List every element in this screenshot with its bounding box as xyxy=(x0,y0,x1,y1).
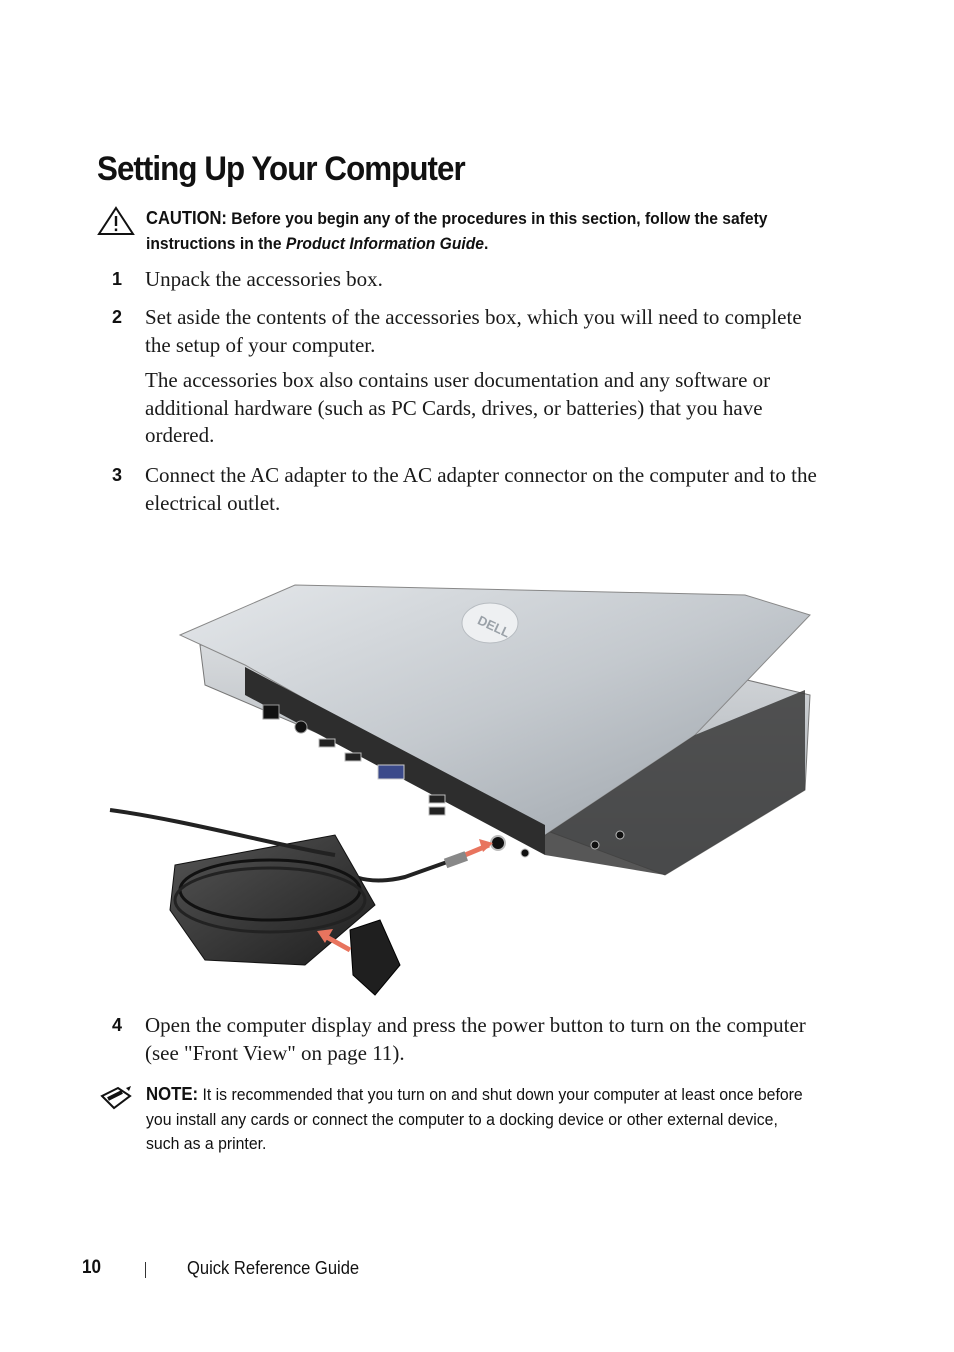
wall-cable xyxy=(110,810,335,855)
footer-title: Quick Reference Guide xyxy=(187,1258,360,1278)
dell-logo-text: DELL xyxy=(475,612,513,641)
audio-port xyxy=(616,831,624,839)
page-title: Setting Up Your Computer xyxy=(97,150,465,188)
ac-adapter-connector xyxy=(491,836,505,850)
warning-triangle-icon xyxy=(97,206,135,236)
step-number: 4 xyxy=(112,1015,123,1035)
step-text: Open the computer display and press the power button to turn on the computer (see "Front View" on page 11). xyxy=(145,1013,806,1065)
caution-emphasis: Product Information Guide xyxy=(285,234,485,253)
note-label: NOTE: xyxy=(146,1084,199,1104)
caution-text xyxy=(146,206,827,256)
usb-port xyxy=(319,739,335,747)
usb-port xyxy=(345,753,361,761)
step-number: 3 xyxy=(112,465,123,485)
usb-port xyxy=(429,795,445,803)
usb-port xyxy=(429,807,445,815)
page-footer xyxy=(82,1257,682,1283)
vga-port xyxy=(378,765,404,779)
step-text: Set aside the contents of the accessories box, which you will need to complete the setup of your computer. xyxy=(145,305,802,357)
step-number: 1 xyxy=(112,269,123,289)
footer-divider xyxy=(145,1262,146,1278)
modem-port xyxy=(295,721,307,733)
step-number: 2 xyxy=(112,307,123,327)
note-body: It is recommended that you turn on and shut down your computer at least once before you install any cards or connect the computer to a docking device or other external device, such as a printer. xyxy=(146,1085,803,1153)
step-4 xyxy=(112,1012,832,1067)
step-1 xyxy=(112,266,832,294)
audio-port xyxy=(521,849,529,857)
note-pencil-icon xyxy=(100,1086,132,1110)
ethernet-port xyxy=(263,705,279,719)
step-2-paragraph: The accessories box also contains user documentation and any software or additional hardware (such as PC Cards, drives, or batteries) that you have ordered. xyxy=(145,368,771,447)
caution-label: CAUTION: xyxy=(146,208,227,228)
caution-box xyxy=(97,206,827,256)
laptop-ac-adapter-illustration xyxy=(105,555,825,1005)
note-box xyxy=(100,1082,830,1157)
step-text: Connect the AC adapter to the AC adapter connector on the computer and to the electrical outlet. xyxy=(145,463,817,515)
step-3 xyxy=(112,462,832,517)
wall-plug xyxy=(350,920,400,995)
step-2 xyxy=(112,304,832,359)
step-text: Unpack the accessories box. xyxy=(145,267,383,291)
audio-port xyxy=(591,841,599,849)
caution-end: . xyxy=(484,234,489,253)
page-number: 10 xyxy=(82,1257,102,1278)
note-text xyxy=(146,1082,816,1157)
caution-body: Before you begin any of the procedures in this section, follow the safety instructions in the xyxy=(146,209,768,253)
